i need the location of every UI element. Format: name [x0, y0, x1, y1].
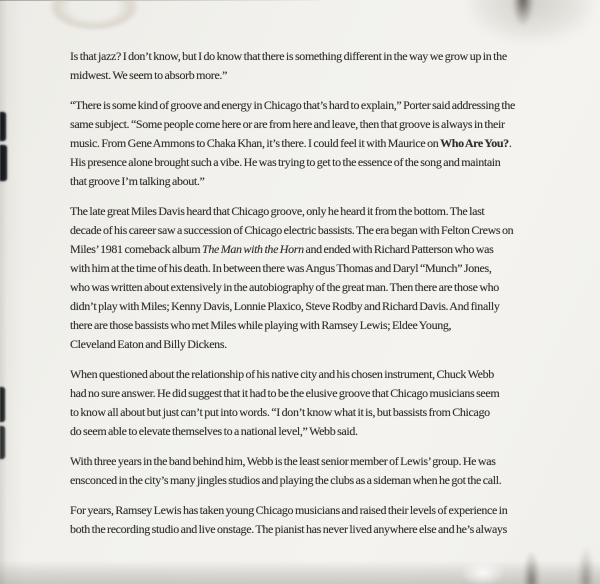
text-line: [70, 452, 575, 471]
text-line: [70, 471, 575, 490]
binding-staple-bottom-upper: [0, 387, 5, 422]
scan-edge-hairline: [0, 0, 320, 1]
text-line: [70, 278, 575, 297]
text-run: do seem able to elevate themselves to a national level,” Webb said.: [70, 424, 358, 438]
text-line: [70, 403, 575, 422]
text-run: When questioned about the relationship of his native city and his chosen instrument, Chuck Webb: [70, 367, 494, 381]
text-line: [70, 365, 575, 384]
text-line: [70, 134, 575, 153]
album-title-italic: The Man with the Horn: [202, 242, 304, 256]
text-line: [70, 240, 575, 259]
text-run: With three years in the band behind him, Webb is the least senior member of Lewis’ group. He was: [70, 454, 496, 468]
album-title-bold: Who Are You?: [440, 136, 509, 150]
text-run: For years, Ramsey Lewis has taken young Chicago musicians and raised their levels of experience in: [70, 503, 508, 517]
text-line: [70, 66, 575, 85]
smudge-top-right: [512, 0, 534, 26]
smudge-bottom-right: [523, 552, 540, 584]
text-run: there are those bassists who met Miles while playing with Ramsey Lewis; Eldee Young,: [70, 318, 452, 332]
binding-staple-bottom-lower: [0, 426, 5, 459]
paragraph: [70, 501, 575, 539]
text-run: His presence alone brought such a vibe. He was trying to get to the essence of the song and maintain: [70, 155, 501, 169]
text-run: The late great Miles Davis heard that Chicago groove, only he heard it from the bottom. The last: [70, 204, 485, 218]
paragraph: [70, 47, 575, 85]
text-line: [70, 335, 575, 354]
text-line: [70, 422, 575, 441]
text-line: [70, 96, 575, 115]
text-run: to know all about but just can’t put into words. “I don’t know what it is, but bassists from Chicago: [70, 405, 490, 419]
text-run: “There is some kind of groove and energy in Chicago that’s hard to explain,” Porter said addressing the: [70, 98, 515, 112]
binding-staple-top-lower: [0, 145, 7, 181]
paragraph: [70, 96, 575, 191]
paragraph: [70, 452, 575, 490]
text-run: that groove I’m talking about.”: [70, 174, 205, 188]
paper-stain: [50, 0, 138, 30]
text-line: [70, 384, 575, 403]
text-line: [70, 221, 575, 240]
text-run: Is that jazz? I don’t know, but I do know that there is something different in the way we grow up in the: [70, 49, 507, 63]
text-run: Miles’ 1981 comeback album: [70, 242, 203, 256]
text-run: music. From Gene Ammons to Chaka Khan, it’s there. I could feel it with Maurice on: [70, 136, 441, 150]
paragraph: [70, 202, 575, 354]
smudge-bottom-corner: [578, 548, 594, 584]
text-run: same subject. “Some people come here or are from here and leave, then that groove is always in their: [70, 117, 505, 131]
text-line: [70, 520, 575, 539]
text-run: had no sure answer. He did suggest that it had to be the elusive groove that Chicago musicians seem: [70, 386, 500, 400]
text-run: who was written about extensively in the autobiography of the great man. Then there are those who: [70, 280, 499, 294]
page-text-block: [70, 47, 575, 550]
text-run: .: [508, 136, 512, 150]
text-run: and ended with Richard Patterson who was: [303, 242, 494, 256]
text-line: [70, 172, 575, 191]
text-line: [70, 316, 575, 335]
shadow-smudge-halo: [468, 0, 594, 42]
text-run: decade of his career saw a succession of Chicago electric bassists. The era began with Felton Crews on: [70, 223, 514, 237]
paragraph: [70, 365, 575, 441]
text-run: didn’t play with Miles; Kenny Davis, Lonnie Plaxico, Steve Rodby and Richard Davis. And finally: [70, 299, 500, 313]
text-run: Cleveland Eaton and Billy Dickens.: [70, 337, 227, 351]
text-line: [70, 115, 575, 134]
text-line: [70, 202, 575, 221]
text-line: [70, 259, 575, 278]
text-line: [70, 47, 575, 66]
binding-staple-top-upper: [0, 112, 6, 141]
text-line: [70, 297, 575, 316]
text-line: [70, 501, 575, 520]
scan-glare-spot: [460, 560, 506, 584]
text-run: midwest. We seem to absorb more.”: [70, 68, 228, 82]
text-run: ensconced in the city’s many jingles studios and playing the clubs as a sideman when he got the call.: [70, 473, 502, 487]
text-run: with him at the time of his death. In between there was Angus Thomas and Daryl “Munch” Jones,: [70, 261, 492, 275]
text-run: both the recording studio and live onstage. The pianist has never lived anywhere else and he’s always: [70, 522, 507, 536]
text-line: [70, 153, 575, 172]
